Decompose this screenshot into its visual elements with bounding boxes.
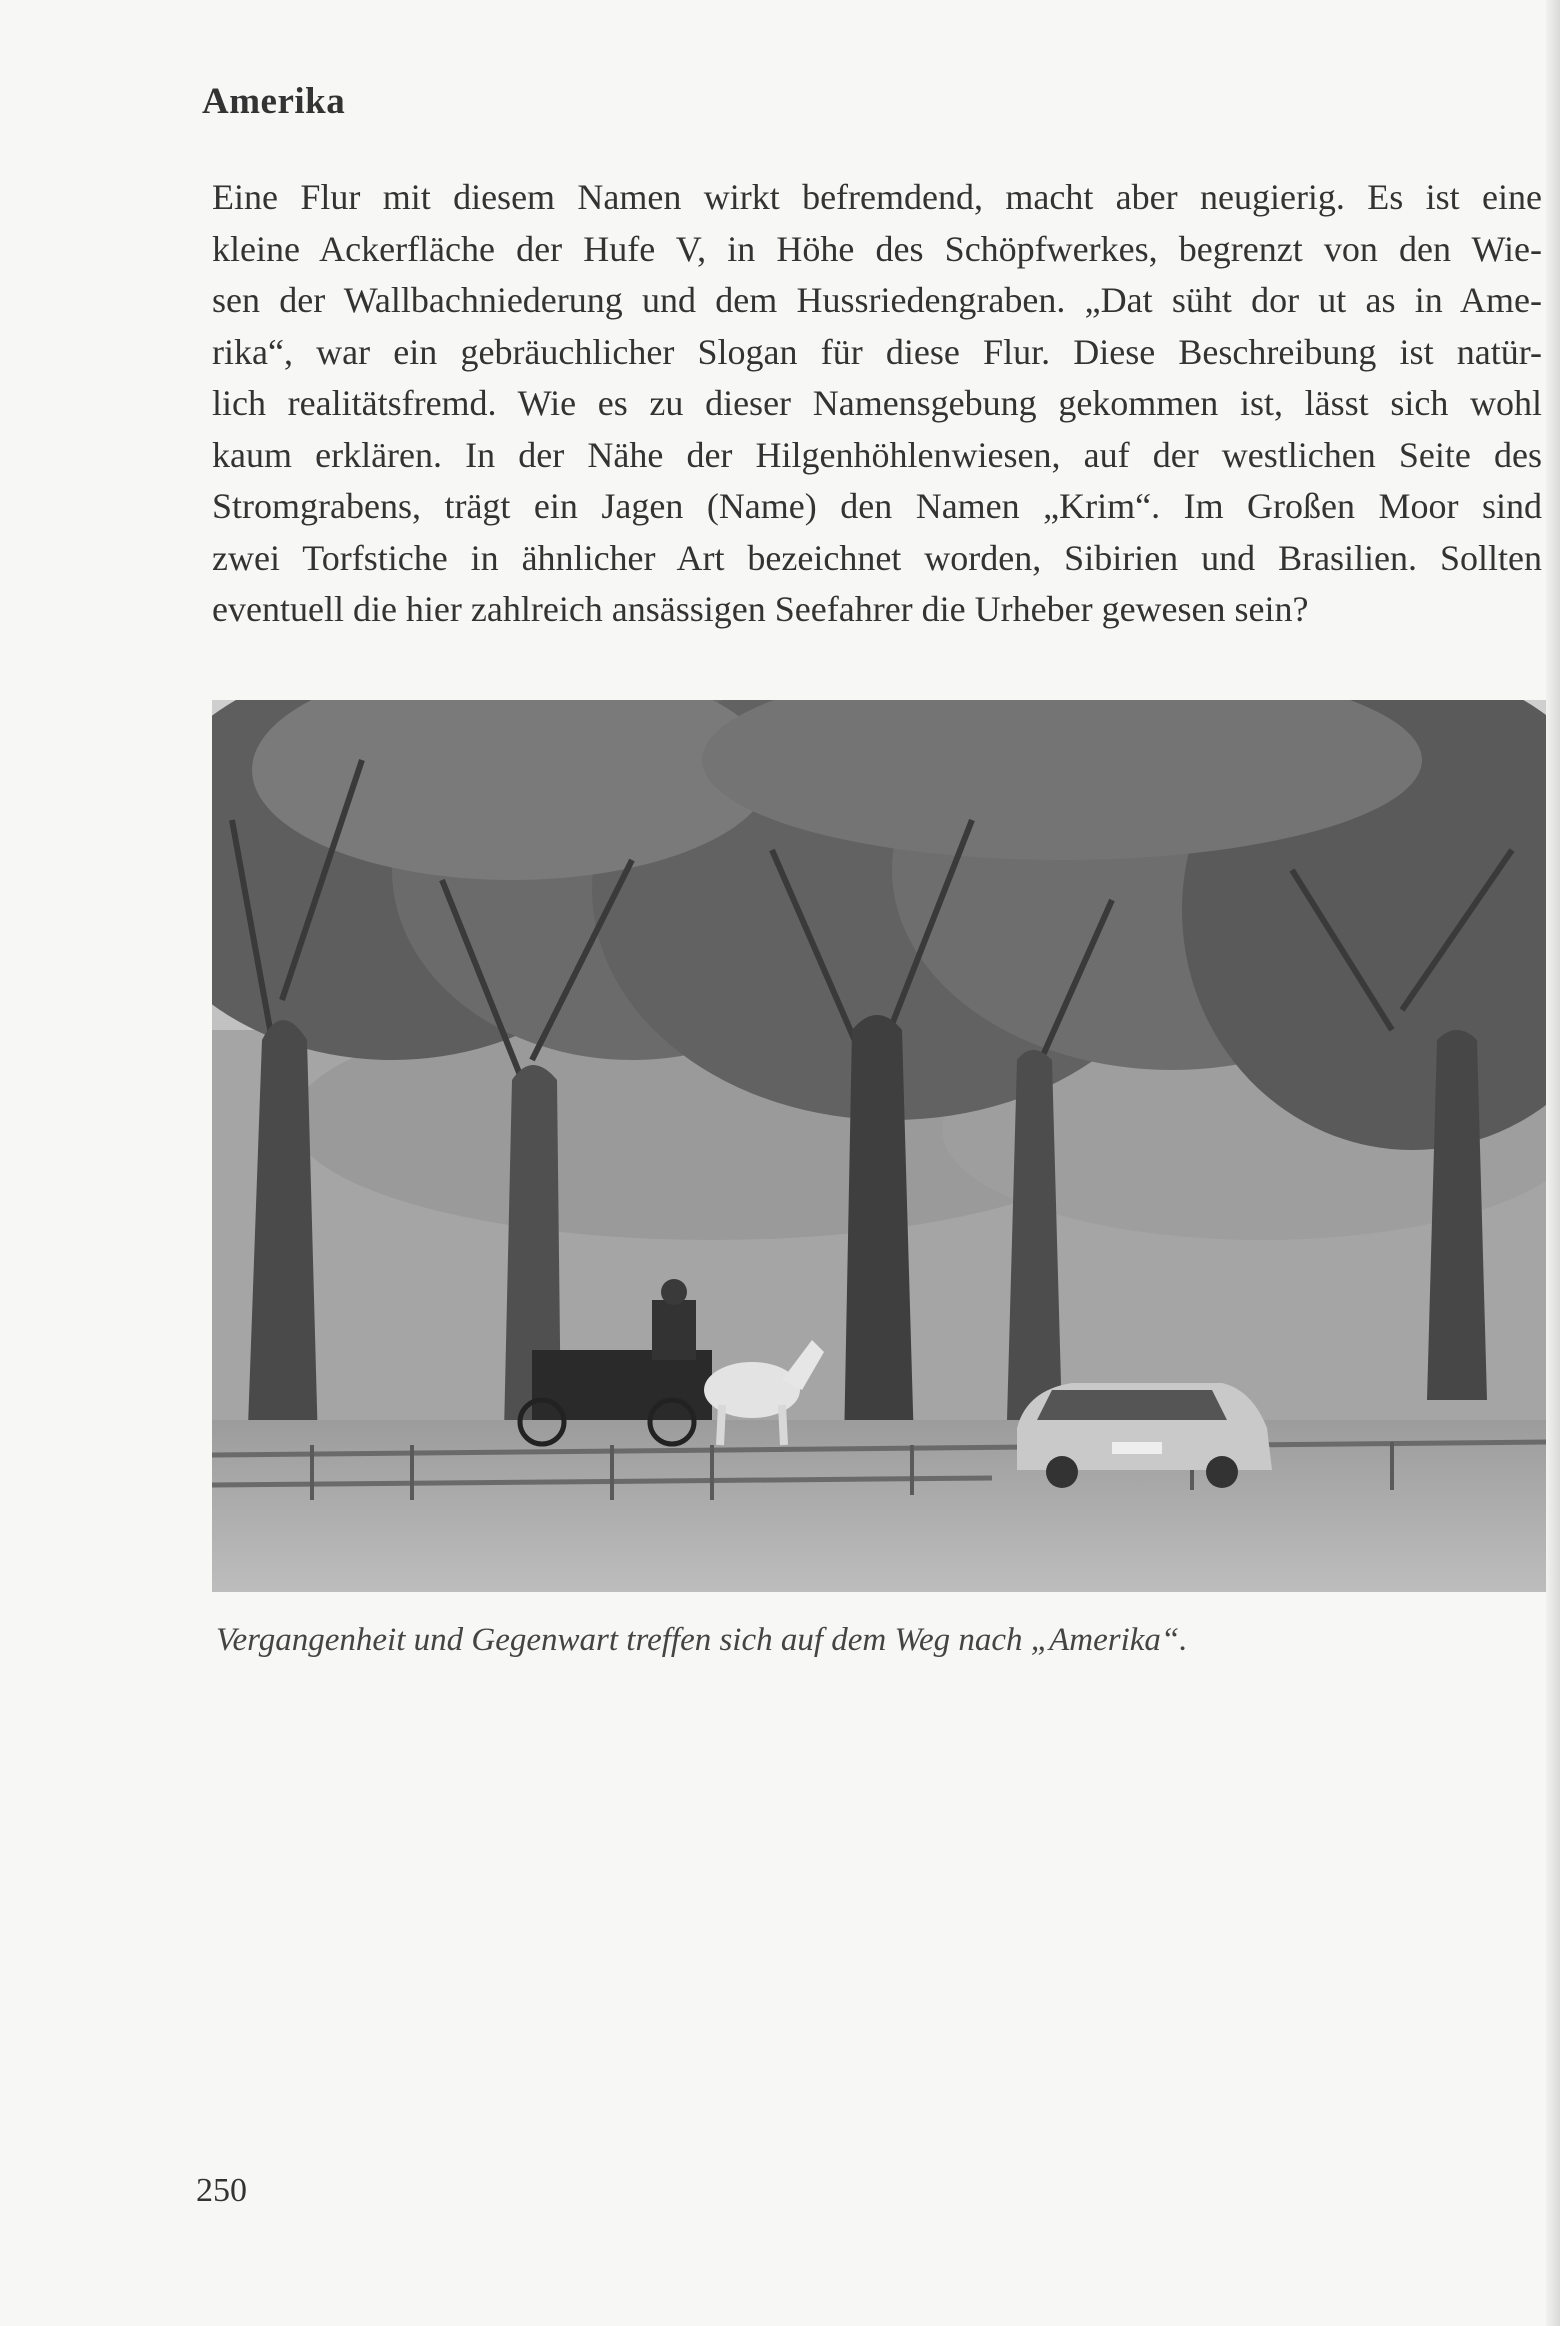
body-line: kleine Ackerfläche der Hufe V, in Höhe des Schöpfwerkes, begrenzt von den Wie- bbox=[212, 228, 1542, 269]
body-line: eventuell die hier zahlreich ansässigen Seefahrer die Urheber gewesen sein? bbox=[212, 589, 1309, 629]
photo-carriage-and-car bbox=[212, 700, 1546, 1592]
photo-caption: Vergangenheit und Gegenwart treffen sich auf dem Weg nach „Amerika“. bbox=[216, 1622, 1188, 1658]
body-line: rika“, war ein gebräuchlicher Slogan für diese Flur. Diese Beschreibung ist natür- bbox=[212, 331, 1542, 372]
body-line: zwei Torfstiche in ähnlicher Art bezeichnet worden, Sibirien und Brasilien. Sollten bbox=[212, 537, 1542, 578]
body-line: sen der Wallbachniederung und dem Hussriedengraben. „Dat süht dor ut as in Ame- bbox=[212, 280, 1542, 320]
body-line: kaum erklären. In der Nähe der Hilgenhöhlenwiesen, auf der westlichen Seite des bbox=[212, 434, 1542, 475]
body-paragraph bbox=[212, 172, 1542, 636]
body-line: Eine Flur mit diesem Namen wirkt befremdend, macht aber neugierig. Es ist eine bbox=[212, 177, 1542, 217]
body-line: Stromgrabens, trägt ein Jagen (Name) den Namen „Krim“. Im Großen Moor sind bbox=[212, 486, 1542, 526]
page-edge bbox=[1546, 0, 1560, 2326]
section-heading: Amerika bbox=[202, 81, 346, 122]
body-line: lich realitätsfremd. Wie es zu dieser Namensgebung gekommen ist, lässt sich wohl bbox=[212, 383, 1542, 423]
page-number: 250 bbox=[196, 2172, 247, 2209]
